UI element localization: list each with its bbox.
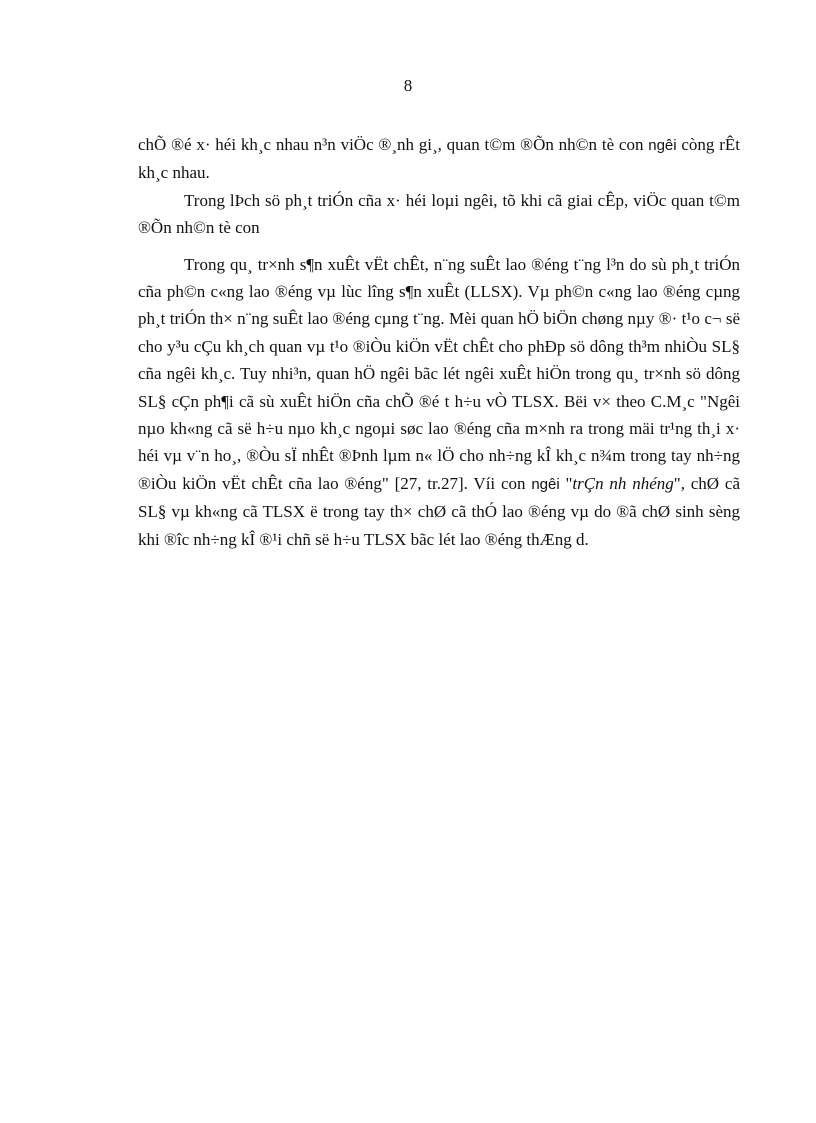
- paragraph-1: [138, 131, 740, 187]
- text-run: còng rÊt kh¸c nhau.: [138, 135, 740, 183]
- text-run-italic: trÇn nh nhéng: [572, 473, 674, 493]
- text-run-small: ngêi: [531, 475, 560, 493]
- text-run: Trong qu¸ tr×nh s¶n xuÊt vËt chÊt, n¨ng suÊt lao ®éng t¨ng l³n do sù ph¸t triÓn cña ph©n c«ng lao ®éng vµ lùc lîng s¶n xuÊt (LLSX). Vµ ph©n c«ng lao ®éng cµng ph¸t triÓn th× n¨ng suÊt lao ®éng cµng t¨ng. Mèi quan hÖ biÖn chøng nµy ®· t¹o c¬ së cho y³u cÇu kh¸ch quan vµ t¹o ®iÒu kiÖn vËt chÊt cho phÐp sö dông th³m nhiÒu SL§ cña ngêi kh¸c. Tuy nhi³n, quan hÖ ngêi bãc lét ngêi xuÊt hiÖn trong qu¸ tr×nh sö dông SL§ cÇn ph¶i cã sù xuÊt hiÖn cña chÕ ®é t h÷u vÒ TLSX. Bëi v× theo C.M¸c "Ngêi nµo kh«ng cã së h÷u nµo kh¸c ngoµi søc lao ®éng cña m×nh ra trong mäi tr¹ng th¸i x· héi vµ v¨n ho¸, ®Òu sÏ nhÊt ®Þnh lµm n« lÖ cho nh÷ng kÎ kh¸c n¾m trong tay nh÷ng ®iÒu kiÖn vËt chÊt cña lao ®éng" [27, tr.27]. Víi con: [138, 254, 740, 493]
- text-run: chÕ ®é x· héi kh¸c nhau n³n viÖc ®¸nh gi¸, quan t©m ®Õn nh©n tè con: [138, 135, 649, 154]
- text-run: ", chØ cã SL§ vµ kh«ng cã TLSX ë trong tay th× chØ cã thÓ lao ®éng vµ do ®ã chØ sinh sèng khi ®îc nh÷ng kÎ ®¹i chñ së h÷u TLSX bãc lét lao ®éng thÆng d.: [138, 473, 740, 549]
- text-run: Trong lÞch sö ph¸t triÓn cña x· héi loµi ngêi, tõ khi cã giai cÊp, viÖc quan t©m ®Õn nh©n tè con: [138, 190, 740, 238]
- body-text: [138, 131, 740, 553]
- text-run: ": [559, 473, 573, 493]
- paragraph-2: [138, 187, 740, 242]
- text-run-small: ngêi: [648, 137, 677, 154]
- paragraph-3: [138, 251, 740, 553]
- page-number: 8: [403, 76, 413, 95]
